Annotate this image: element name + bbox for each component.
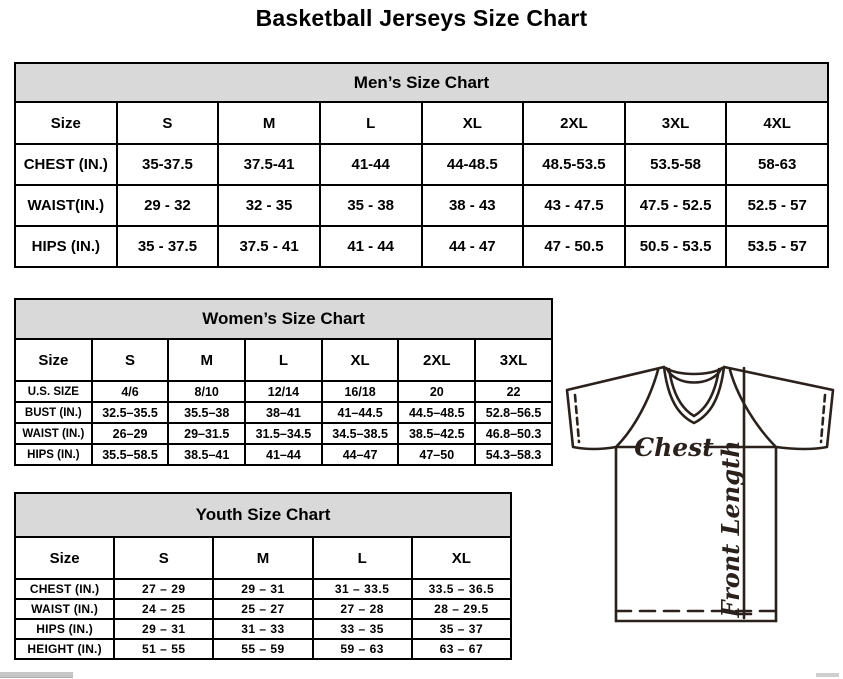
data-cell: 44 - 47: [422, 226, 524, 267]
data-cell: 37.5 - 41: [218, 226, 320, 267]
data-cell: 16/18: [322, 381, 399, 402]
data-cell: 52.5 - 57: [726, 185, 828, 226]
horizontal-scrollbar-thumb[interactable]: [0, 672, 73, 678]
data-cell: 43 - 47.5: [523, 185, 625, 226]
header-cell: S: [114, 537, 213, 579]
header-cell: L: [320, 102, 422, 144]
row-label: BUST (IN.): [15, 402, 92, 423]
table-title: Men’s Size Chart: [15, 63, 828, 102]
header-cell: L: [313, 537, 412, 579]
table-row: [15, 599, 511, 619]
data-cell: 22: [475, 381, 552, 402]
header-cell: M: [218, 102, 320, 144]
data-cell: 33.5 – 36.5: [412, 579, 511, 599]
data-cell: 33 – 35: [313, 619, 412, 639]
header-cell: Size: [15, 537, 114, 579]
data-cell: 35-37.5: [117, 144, 219, 185]
data-cell: 54.3–58.3: [475, 444, 552, 465]
table-row: [15, 579, 511, 599]
header-cell: XL: [412, 537, 511, 579]
table-title: Youth Size Chart: [15, 493, 511, 537]
data-cell: 29 – 31: [213, 579, 312, 599]
data-cell: 41-44: [320, 144, 422, 185]
row-label: HIPS (IN.): [15, 444, 92, 465]
data-cell: 35.5–58.5: [92, 444, 169, 465]
header-cell: M: [213, 537, 312, 579]
jersey-measurement-diagram: [557, 357, 843, 672]
header-cell: L: [245, 339, 322, 381]
data-cell: 38–41: [245, 402, 322, 423]
header-cell: 2XL: [523, 102, 625, 144]
header-cell: 4XL: [726, 102, 828, 144]
data-cell: 52.8–56.5: [475, 402, 552, 423]
data-cell: 41–44.5: [322, 402, 399, 423]
data-cell: 41–44: [245, 444, 322, 465]
page-title: Basketball Jerseys Size Chart: [255, 5, 588, 31]
table-row: [15, 339, 552, 381]
data-cell: 53.5 - 57: [726, 226, 828, 267]
header-cell: 2XL: [398, 339, 475, 381]
data-cell: 38.5–42.5: [398, 423, 475, 444]
data-cell: 24 – 25: [114, 599, 213, 619]
table-row: [15, 63, 828, 102]
data-cell: 20: [398, 381, 475, 402]
data-cell: 26–29: [92, 423, 169, 444]
table-row: [15, 102, 828, 144]
row-label: WAIST (IN.): [15, 599, 114, 619]
data-cell: 35.5–38: [168, 402, 245, 423]
data-cell: 38 - 43: [422, 185, 524, 226]
data-cell: 27 – 29: [114, 579, 213, 599]
data-cell: 38.5–41: [168, 444, 245, 465]
data-cell: 44.5–48.5: [398, 402, 475, 423]
data-cell: 55 – 59: [213, 639, 312, 659]
left-cuff-dashed-line: [575, 395, 579, 442]
table-row: [15, 299, 552, 339]
row-label: HEIGHT (IN.): [15, 639, 114, 659]
data-cell: 27 – 28: [313, 599, 412, 619]
data-cell: 31 – 33: [213, 619, 312, 639]
data-cell: 44–47: [322, 444, 399, 465]
row-label: HIPS (IN.): [15, 226, 117, 267]
data-cell: 4/6: [92, 381, 169, 402]
data-cell: 35 – 37: [412, 619, 511, 639]
scrollbar-corner[interactable]: [816, 673, 839, 677]
data-cell: 47.5 - 52.5: [625, 185, 727, 226]
data-cell: 51 – 55: [114, 639, 213, 659]
table-row: [15, 402, 552, 423]
data-cell: 47–50: [398, 444, 475, 465]
jersey-left-body: [616, 370, 658, 621]
data-cell: 8/10: [168, 381, 245, 402]
row-label: WAIST(IN.): [15, 185, 117, 226]
data-cell: 63 – 67: [412, 639, 511, 659]
data-cell: 32.5–35.5: [92, 402, 169, 423]
header-cell: M: [168, 339, 245, 381]
womens-table: [14, 298, 553, 466]
right-cuff-dashed-line: [821, 395, 825, 442]
data-cell: 47 - 50.5: [523, 226, 625, 267]
data-cell: 53.5-58: [625, 144, 727, 185]
data-cell: 48.5-53.5: [523, 144, 625, 185]
mens-table: [14, 62, 829, 268]
chest-label: Chest: [634, 433, 714, 462]
data-cell: 37.5-41: [218, 144, 320, 185]
table-row: [15, 493, 511, 537]
jersey-right-sleeve: [724, 367, 833, 449]
header-cell: 3XL: [475, 339, 552, 381]
row-label: U.S. SIZE: [15, 381, 92, 402]
data-cell: 31.5–34.5: [245, 423, 322, 444]
header-cell: Size: [15, 339, 92, 381]
data-cell: 29 – 31: [114, 619, 213, 639]
data-cell: 31 – 33.5: [313, 579, 412, 599]
header-cell: 3XL: [625, 102, 727, 144]
row-label: CHEST (IN.): [15, 579, 114, 599]
data-cell: 34.5–38.5: [322, 423, 399, 444]
table-row: [15, 444, 552, 465]
header-cell: S: [92, 339, 169, 381]
data-cell: 50.5 - 53.5: [625, 226, 727, 267]
row-label: CHEST (IN.): [15, 144, 117, 185]
table-row: [15, 144, 828, 185]
table-row: [15, 226, 828, 267]
data-cell: 12/14: [245, 381, 322, 402]
table-row: [15, 537, 511, 579]
header-cell: XL: [322, 339, 399, 381]
table-row: [15, 423, 552, 444]
table-row: [15, 381, 552, 402]
header-cell: S: [117, 102, 219, 144]
jersey-collar-band-arc1: [666, 368, 722, 374]
data-cell: 25 – 27: [213, 599, 312, 619]
data-cell: 44-48.5: [422, 144, 524, 185]
data-cell: 29–31.5: [168, 423, 245, 444]
table-row: [15, 639, 511, 659]
womens-size-chart: [14, 298, 553, 466]
youth-table: [14, 492, 512, 660]
data-cell: 35 - 38: [320, 185, 422, 226]
row-label: HIPS (IN.): [15, 619, 114, 639]
table-row: [15, 619, 511, 639]
table-title: Women’s Size Chart: [15, 299, 552, 339]
header-cell: Size: [15, 102, 117, 144]
row-label: WAIST (IN.): [15, 423, 92, 444]
data-cell: 35 - 37.5: [117, 226, 219, 267]
table-row: [15, 185, 828, 226]
data-cell: 59 – 63: [313, 639, 412, 659]
header-cell: XL: [422, 102, 524, 144]
mens-size-chart: [14, 62, 829, 268]
data-cell: 28 – 29.5: [412, 599, 511, 619]
front-length-label: Front Length: [716, 440, 745, 618]
youth-size-chart: [14, 492, 512, 660]
data-cell: 32 - 35: [218, 185, 320, 226]
data-cell: 46.8–50.3: [475, 423, 552, 444]
data-cell: 58-63: [726, 144, 828, 185]
data-cell: 41 - 44: [320, 226, 422, 267]
data-cell: 29 - 32: [117, 185, 219, 226]
